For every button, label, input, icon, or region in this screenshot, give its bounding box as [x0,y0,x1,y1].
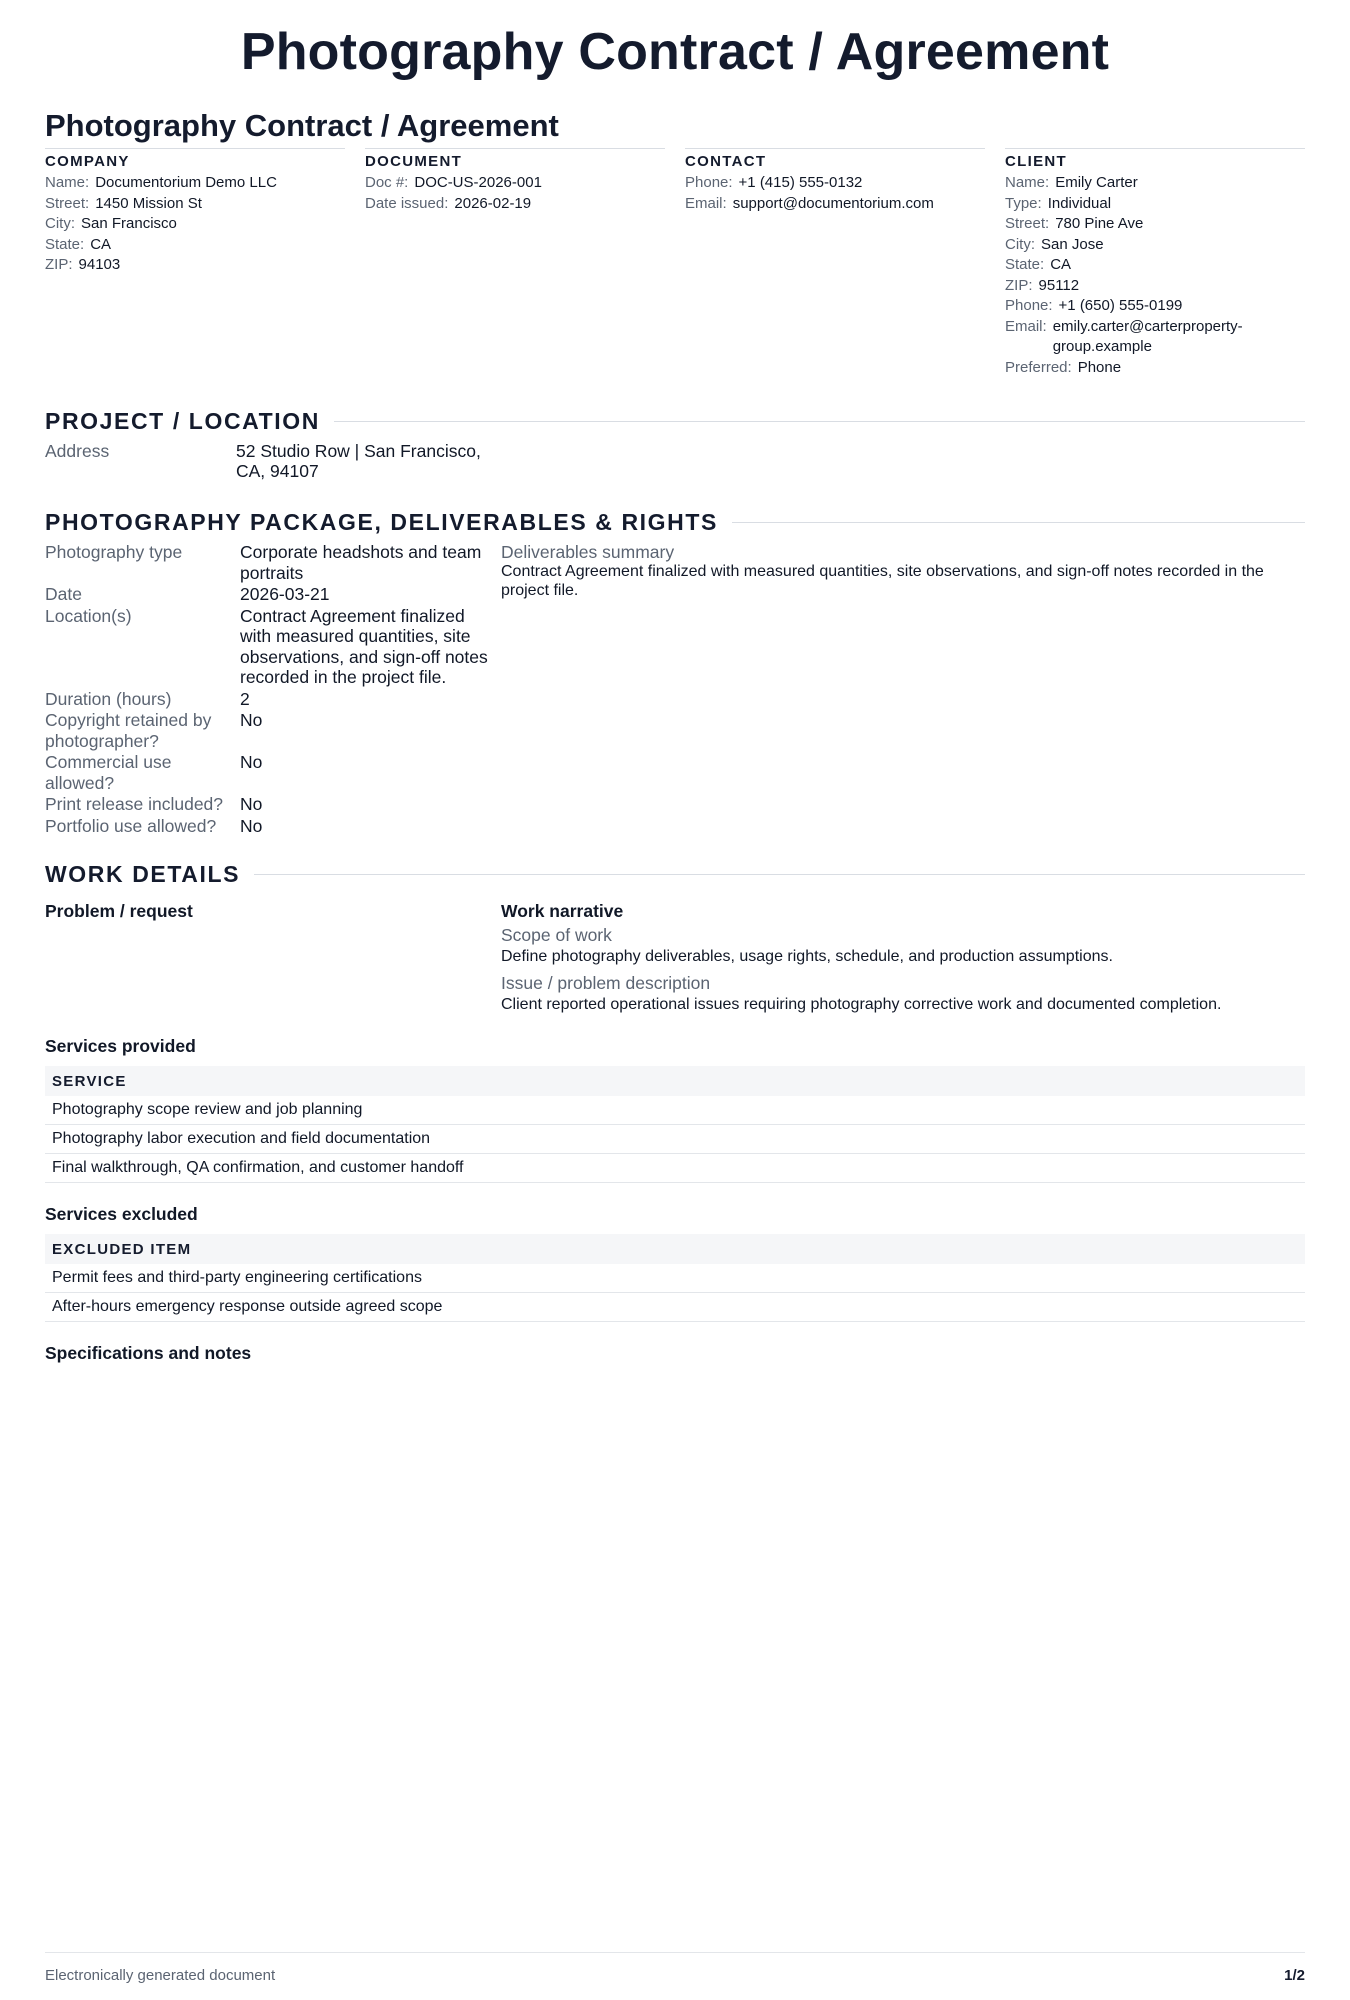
contact-phone-row [685,173,985,194]
field-value: Individual [1047,194,1112,212]
date-row [45,584,501,605]
package-fields [45,542,501,837]
section-divider [334,421,1305,422]
field-label: Name: [1005,174,1050,191]
field-value: +1 (650) 555-0199 [1058,297,1183,314]
work-narrative [501,900,1305,1015]
field-label: Type: [1005,194,1042,212]
field-value: San Francisco [81,215,177,232]
field-label: Photography type [45,542,183,562]
company-street-row [45,194,345,215]
header-info-grid [45,148,1305,378]
field-label: Street: [45,194,90,212]
field-label: Doc #: [365,174,409,191]
field-label: Portfolio use allowed? [45,815,217,836]
company-heading: COMPANY [45,153,130,170]
field-value: Emily Carter [1055,174,1138,191]
work-section-heading [45,861,1305,888]
work-details [45,900,1305,1015]
scope-text: Define photography deliverables, usage rights, schedule, and production assumptions. [501,948,1113,965]
section-title: PROJECT / LOCATION [45,408,320,434]
table-row [45,1264,1305,1293]
field-label: Phone: [1005,297,1053,314]
duration-row [45,689,501,710]
field-label: State: [45,235,85,253]
commercial-use-row [45,752,501,793]
company-state-row [45,235,345,256]
services-excluded-table [45,1234,1305,1322]
document-subtitle: Photography Contract / Agreement [45,108,559,143]
page-footer [45,1952,1305,1984]
contact-email-row [685,194,985,215]
copyright-row [45,710,501,751]
field-label: Street: [1005,215,1050,232]
table-cell: Final walkthrough, QA confirmation, and customer handoff [45,1154,1305,1183]
company-block [45,148,345,378]
field-label: Email: [1005,317,1047,335]
package-details [45,542,1305,837]
field-value: Phone [1077,358,1122,376]
field-label: Commercial use allowed? [45,752,172,793]
doc-number-row [365,173,665,194]
table-cell: After-hours emergency response outside agreed scope [45,1293,1305,1322]
client-block [1005,148,1305,378]
client-preferred-row [1005,358,1305,379]
column-header: EXCLUDED ITEM [45,1234,1305,1264]
field-value: 1450 Mission St [95,194,202,212]
company-zip-row [45,255,345,276]
services-excluded-title: Services excluded [45,1204,198,1224]
table-header-row [45,1234,1305,1264]
issue-label: Issue / problem description [501,973,711,993]
field-value: support@documentorium.com [732,194,934,212]
problem-request-label: Problem / request [45,901,193,921]
field-label: Copyright retained by photographer? [45,710,212,751]
field-value: emily.carter@carterproperty-group.example [1052,317,1243,355]
table-row [45,1096,1305,1125]
company-name-row [45,173,345,194]
client-name-row [1005,173,1305,194]
deliverables-text: Contract Agreement finalized with measured quantities, site observations, and sign-off notes recorded in the project file. [501,563,1264,599]
document-page [45,0,1305,2000]
client-heading: CLIENT [1005,153,1067,170]
table-row [45,1293,1305,1322]
table-cell: Permit fees and third-party engineering certifications [45,1264,1305,1293]
contact-heading: CONTACT [685,153,767,170]
field-label: Phone: [685,174,733,191]
field-value: No [240,710,263,730]
field-value: Documentorium Demo LLC [95,174,277,191]
field-label: Date issued: [365,194,449,212]
table-row [45,1154,1305,1183]
table-cell: Photography labor execution and field documentation [45,1125,1305,1154]
section-title: PHOTOGRAPHY PACKAGE, DELIVERABLES & RIGHTS [45,509,718,535]
field-label: ZIP: [1005,276,1033,294]
field-label: State: [1005,256,1045,273]
client-phone-row [1005,296,1305,317]
work-narrative-label: Work narrative [501,901,624,921]
field-label: City: [45,215,75,232]
column-header: SERVICE [45,1066,1305,1096]
field-value: 94103 [78,256,121,273]
print-release-row [45,794,501,815]
page-number: 1/2 [1284,1967,1305,1984]
client-state-row [1005,255,1305,276]
document-heading: DOCUMENT [365,153,463,170]
specifications-title: Specifications and notes [45,1343,252,1363]
company-city-row [45,214,345,235]
locations-row [45,606,501,688]
problem-request [45,900,501,1015]
deliverables-label: Deliverables summary [501,542,675,562]
field-value: No [240,815,263,836]
field-label: Print release included? [45,794,224,814]
services-provided-table [45,1066,1305,1183]
client-city-row [1005,235,1305,256]
field-label: Duration (hours) [45,688,172,709]
issue-text: Client reported operational issues requiring photography corrective work and documented completion. [501,996,1222,1013]
services-provided-title: Services provided [45,1036,196,1056]
field-value: Contract Agreement finalized with measured quantities, site observations, and sign-off notes recorded in the project file. [240,605,488,687]
field-value: 2026-02-19 [454,194,532,212]
field-value: 780 Pine Ave [1055,215,1144,232]
document-title: Photography Contract / Agreement [240,23,1110,81]
section-divider [254,874,1305,875]
field-label: Location(s) [45,605,132,626]
address-value: 52 Studio Row | San Francisco, CA, 94107 [236,441,481,481]
project-section-heading [45,408,1305,435]
field-label: City: [1005,235,1035,253]
field-label: Date [45,584,82,604]
field-label: Preferred: [1005,358,1072,376]
client-zip-row [1005,276,1305,297]
field-value: No [240,752,263,772]
table-header-row [45,1066,1305,1096]
footer-note: Electronically generated document [45,1967,276,1984]
photography-type-row [45,542,501,583]
contact-block [685,148,985,378]
package-section-heading [45,509,1305,536]
field-label: Name: [45,174,90,191]
field-value: No [240,794,263,814]
field-value: CA [90,235,112,253]
deliverables-summary [501,542,1305,837]
field-value: DOC-US-2026-001 [414,174,542,191]
field-value: 95112 [1038,276,1080,294]
table-row [45,1125,1305,1154]
field-label: Email: [685,194,727,212]
field-value: 2 [240,688,250,709]
client-type-row [1005,194,1305,215]
client-street-row [1005,214,1305,235]
client-email-row [1005,317,1305,358]
table-cell: Photography scope review and job planning [45,1096,1305,1125]
field-value: 2026-03-21 [240,584,330,604]
address-label: Address [45,441,110,461]
document-block [365,148,665,378]
field-value: +1 (415) 555-0132 [738,174,863,191]
section-title: WORK DETAILS [45,861,241,887]
project-address-row [45,441,1305,481]
scope-label: Scope of work [501,925,612,945]
portfolio-use-row [45,816,501,837]
field-value: San Jose [1041,235,1104,253]
section-divider [732,522,1305,523]
date-issued-row [365,194,665,215]
field-value: CA [1050,256,1072,273]
field-label: ZIP: [45,256,73,273]
field-value: Corporate headshots and team portraits [240,542,482,583]
